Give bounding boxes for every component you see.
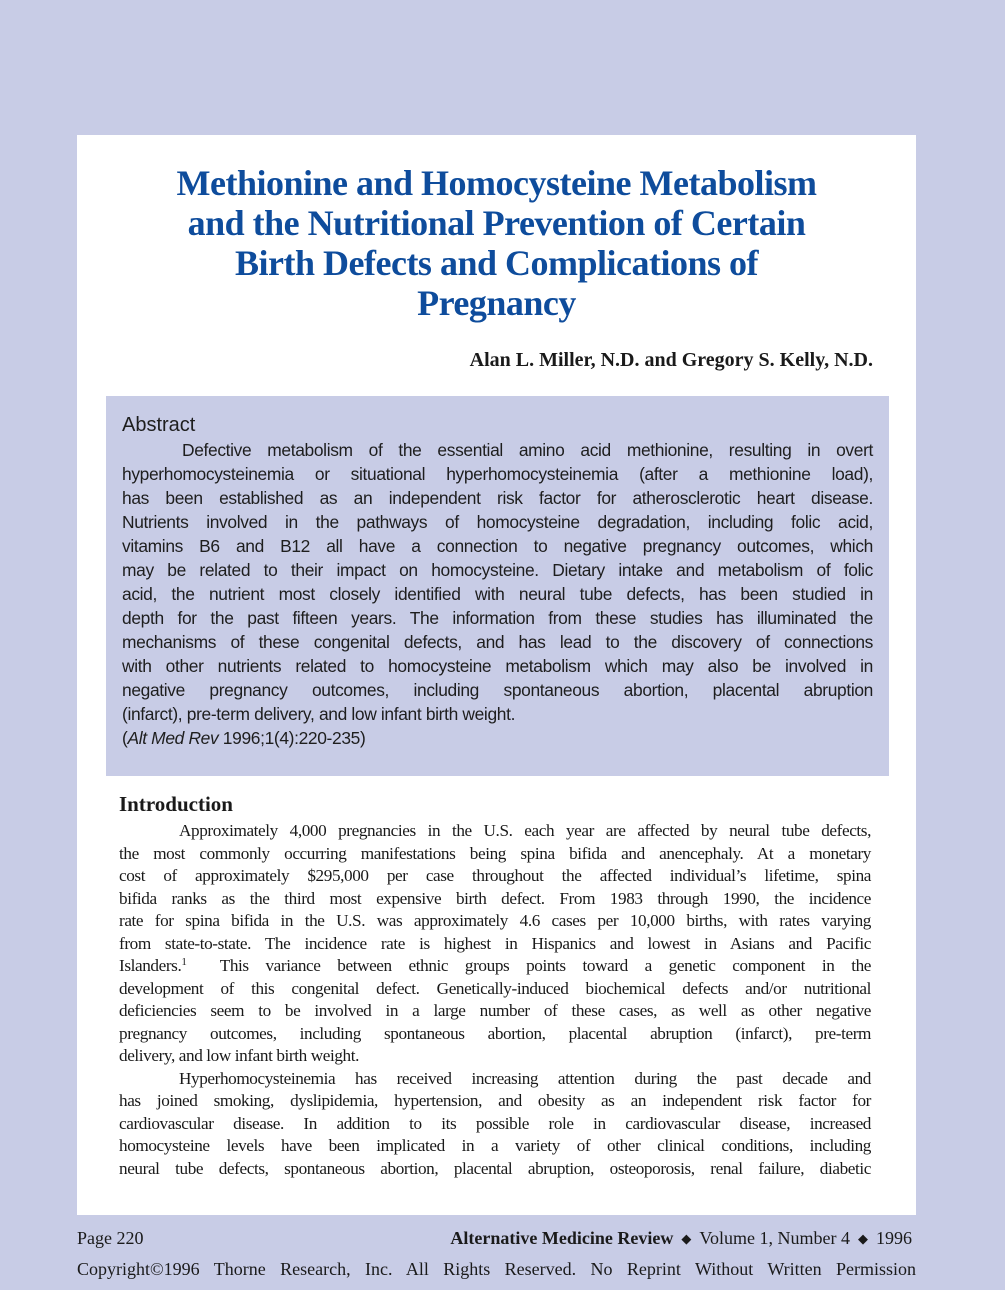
page-number: Page 220 (77, 1228, 144, 1248)
body-line: Approximately 4,000 pregnancies in the U.S. each year are affected by neural tube defects, (179, 821, 871, 840)
body-line: neural tube defects, spontaneous abortion, placental abruption, osteoporosis, renal failure, diabetic (119, 1158, 871, 1178)
abstract-line: may be related to their impact on homocysteine. Dietary intake and metabolism of folic (122, 560, 873, 580)
body-line: rate for spina bifida in the U.S. was approximately 4.6 cases per 10,000 births, with rates varying (119, 911, 871, 930)
abstract-line: mechanisms of these congenital defects, and has lead to the discovery of connections (122, 632, 873, 652)
title-line: Pregnancy (417, 283, 576, 323)
introduction-heading: Introduction (119, 792, 233, 816)
journal-info (450, 1228, 912, 1249)
footnote-reference[interactable]: 1 (181, 956, 187, 968)
body-text: Islanders. (119, 956, 182, 975)
abstract-line: (infarct), pre-term delivery, and low infant birth weight. (122, 704, 516, 724)
copyright-notice: Copyright©1996 Thorne Research, Inc. All Rights Reserved. No Reprint Without Written Permission (77, 1259, 916, 1279)
diamond-icon: ◆ (858, 1231, 868, 1246)
body-line: delivery, and low infant birth weight. (119, 1046, 360, 1065)
body-line: has joined smoking, dyslipidemia, hypertension, and obesity as an independent risk factor for (119, 1091, 871, 1110)
body-line: pregnancy outcomes, including spontaneous abortion, placental abruption (infarct), pre-term (119, 1023, 871, 1043)
body-line: from state-to-state. The incidence rate is highest in Hispanics and lowest in Asians and Pacific (119, 933, 871, 953)
title-line: Methionine and Homocysteine Metabolism (176, 163, 817, 203)
body-line: deficiencies seem to be involved in a large number of these cases, as well as other negative (119, 1001, 871, 1020)
article-title (77, 163, 916, 323)
body-line: homocysteine levels have been implicated in a variety of other clinical conditions, including (119, 1136, 871, 1155)
body-line: cost of approximately $295,000 per case throughout the affected individual’s lifetime, spina (119, 866, 871, 885)
citation-open: ( (122, 728, 128, 748)
journal-volume: Volume 1, Number 4 (699, 1228, 850, 1248)
abstract-line: depth for the past fifteen years. The information from these studies has illuminated the (122, 608, 873, 628)
citation-journal: Alt Med Rev (127, 728, 219, 748)
article-authors: Alan L. Miller, N.D. and Gregory S. Kelly, N.D. (469, 349, 873, 371)
abstract-citation (122, 726, 873, 750)
abstract-line: Defective metabolism of the essential amino acid methionine, resulting in overt (182, 440, 873, 460)
abstract-box (106, 396, 889, 776)
introduction-body (119, 820, 871, 1180)
abstract-line: with other nutrients related to homocysteine metabolism which may also be involved in (122, 656, 873, 676)
body-line (119, 955, 871, 978)
title-line: Birth Defects and Complications of (235, 243, 758, 283)
abstract-heading: Abstract (122, 414, 196, 436)
body-line: development of this congenital defect. Genetically-induced biochemical defects and/or nutritional (119, 978, 871, 998)
body-line: bifida ranks as the third most expensive birth defect. From 1983 through 1990, the incidence (119, 888, 871, 908)
abstract-line: Nutrients involved in the pathways of homocysteine degradation, including folic acid, (122, 512, 873, 532)
abstract-line: acid, the nutrient most closely identified with neural tube defects, has been studied in (122, 584, 873, 604)
journal-year: 1996 (876, 1228, 912, 1248)
page-panel (77, 135, 916, 1215)
diamond-icon: ◆ (681, 1231, 692, 1246)
citation-ref: 1996;1(4):220-235) (218, 728, 366, 748)
body-text: This variance between ethnic groups points toward a genetic component in the (186, 956, 871, 975)
abstract-line: has been established as an independent risk factor for atherosclerotic heart disease. (122, 488, 873, 508)
abstract-line: negative pregnancy outcomes, including spontaneous abortion, placental abruption (122, 680, 873, 700)
title-line: and the Nutritional Prevention of Certain (187, 203, 806, 243)
abstract-line: hyperhomocysteinemia or situational hyperhomocysteinemia (after a methionine load), (122, 464, 873, 484)
body-line: Hyperhomocysteinemia has received increasing attention during the past decade and (179, 1068, 871, 1088)
abstract-line: vitamins B6 and B12 all have a connection to negative pregnancy outcomes, which (122, 536, 873, 556)
body-line: cardiovascular disease. In addition to its possible role in cardiovascular disease, increased (119, 1113, 871, 1133)
body-line: the most commonly occurring manifestations being spina bifida and anencephaly. At a monetary (119, 843, 871, 863)
journal-name: Alternative Medicine Review (450, 1228, 674, 1248)
